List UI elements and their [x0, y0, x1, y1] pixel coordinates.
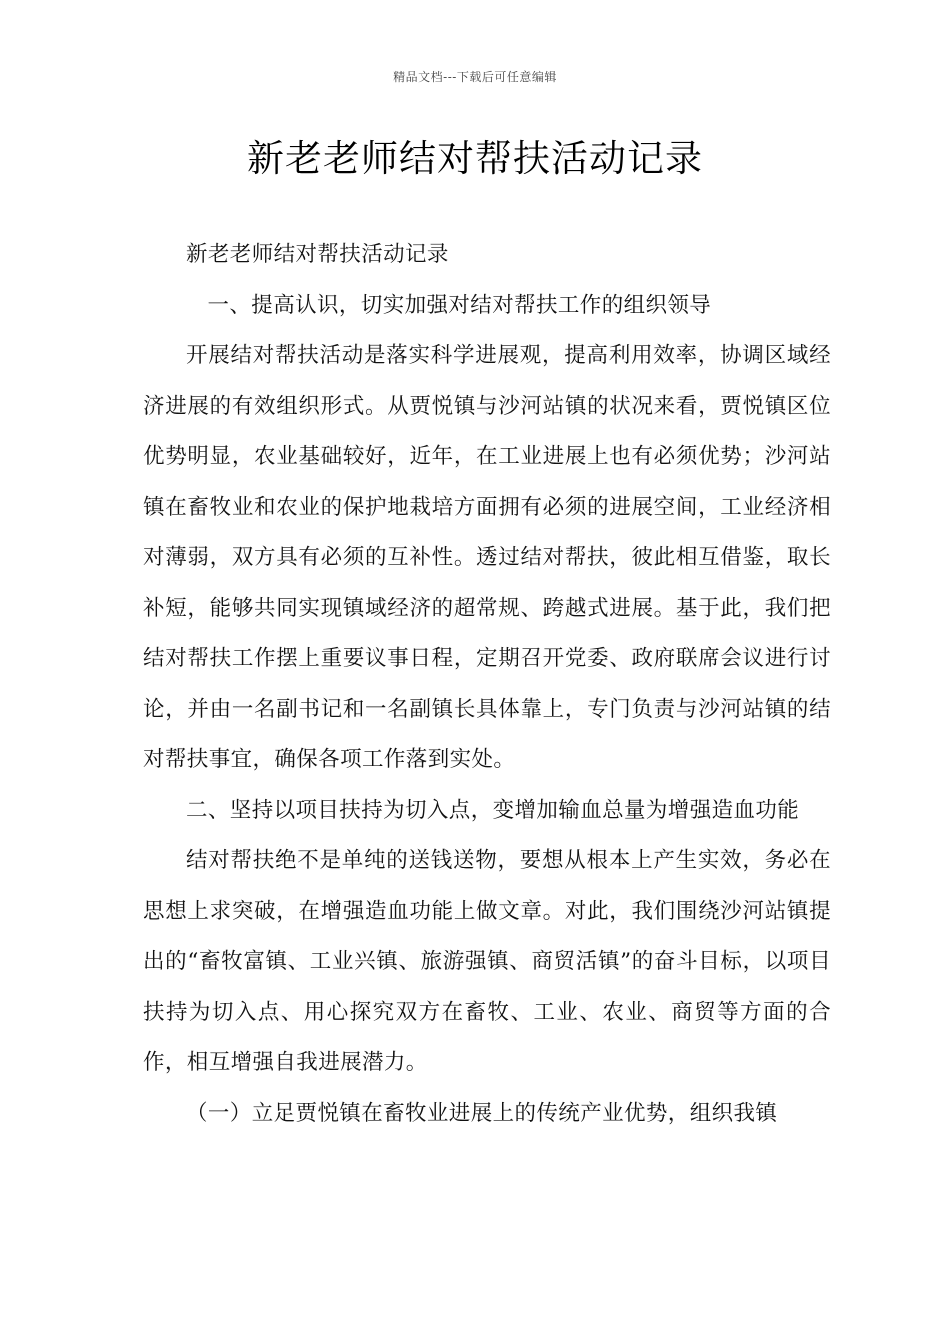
- section-heading-1: 一、提高认识，切实加强对结对帮扶工作的组织领导: [207, 292, 712, 318]
- page-header-note: 精品文档---下载后可任意编辑: [393, 70, 557, 84]
- paragraph-subtitle: 新老老师结对帮扶活动记录: [186, 242, 449, 267]
- document-title: 新老老师结对帮扶活动记录: [247, 137, 703, 180]
- document-body: [143, 230, 831, 1139]
- subsection-heading-1: （一）立足贾悦镇在畜牧业进展上的传统产业优势，组织我镇: [186, 1100, 778, 1126]
- section-heading-2: 二、坚持以项目扶持为切入点，变增加输血总量为增强造血功能: [186, 797, 800, 823]
- paragraph-section-2: 结对帮扶绝不是单纯的送钱送物，要想从根本上产生实效，务必在思想上求突破，在增强造血功能上做文章。对此，我们围绕沙河站镇提出的“畜牧富镇、工业兴镇、旅游强镇、商贸活镇”的奋斗目标，以项目扶持为切入点、用心探究双方在畜牧、工业、农业、商贸等方面的合作，相互增强自我进展潜力。: [143, 848, 831, 1075]
- paragraph-section-1: 开展结对帮扶活动是落实科学进展观，提高利用效率，协调区域经济进展的有效组织形式。从贾悦镇与沙河站镇的状况来看，贾悦镇区位优势明显，农业基础较好，近年，在工业进展上也有必须优势；沙河站镇在畜牧业和农业的保护地栽培方面拥有必须的进展空间，工业经济相对薄弱，双方具有必须的互补性。透过结对帮扶，彼此相互借鉴，取长补短，能够共同实现镇域经济的超常规、跨越式进展。基于此，我们把结对帮扶工作摆上重要议事日程，定期召开党委、政府联席会议进行讨论，并由一名副书记和一名副镇长具体靠上，专门负责与沙河站镇的结对帮扶事宜，确保各项工作落到实处。: [143, 343, 831, 772]
